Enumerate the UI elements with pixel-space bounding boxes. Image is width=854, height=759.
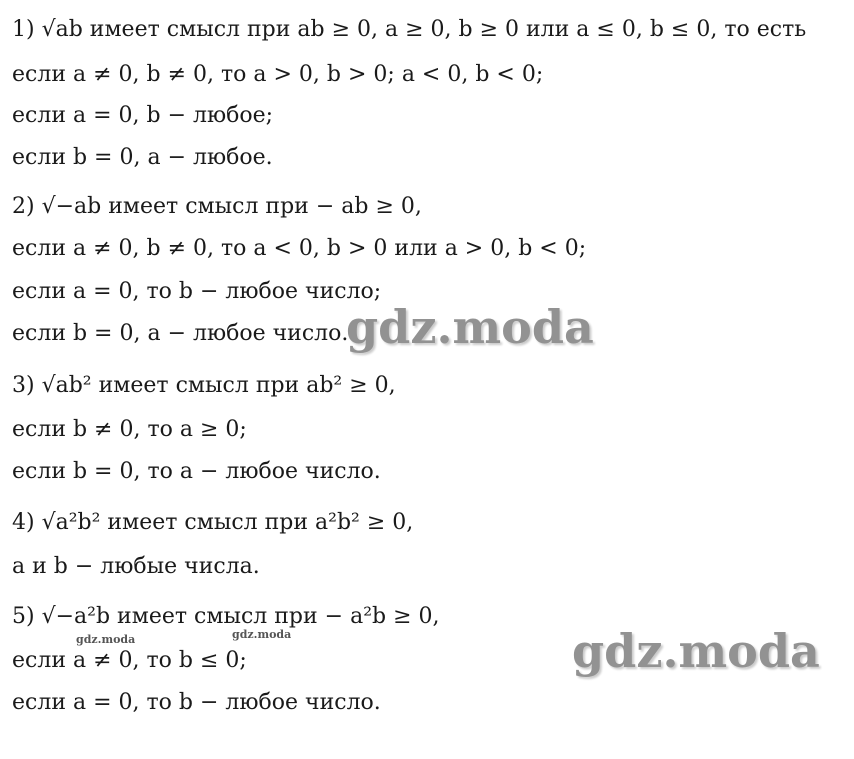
- watermark-large-bottom: gdz.moda: [572, 624, 820, 678]
- line-13: a и b − любые числа.: [12, 554, 260, 579]
- line-4: если b = 0, a − любое.: [12, 145, 273, 170]
- line-10: если b ≠ 0, то a ≥ 0;: [12, 417, 247, 442]
- line-1: 1) √ab имеет смысл при ab ≥ 0, a ≥ 0, b ≥ 0 или a ≤ 0, b ≤ 0, то есть: [12, 17, 807, 42]
- watermark-small-right: gdz.moda: [232, 628, 292, 641]
- line-7: если a = 0, то b − любое число;: [12, 279, 382, 304]
- line-16: если a = 0, то b − любое число.: [12, 690, 381, 715]
- watermark-large-top: gdz.moda: [346, 300, 594, 354]
- line-3: если a = 0, b − любое;: [12, 103, 274, 128]
- watermark-small-left: gdz.moda: [76, 633, 136, 646]
- line-15: если a ≠ 0, то b ≤ 0;: [12, 648, 247, 673]
- line-9: 3) √ab² имеет смысл при ab² ≥ 0,: [12, 373, 396, 398]
- line-14: 5) √−a²b имеет смысл при − a²b ≥ 0,: [12, 604, 440, 629]
- line-6: если a ≠ 0, b ≠ 0, то a < 0, b > 0 или a > 0, b < 0;: [12, 236, 587, 261]
- line-8: если b = 0, a − любое число.: [12, 321, 349, 346]
- line-5: 2) √−ab имеет смысл при − ab ≥ 0,: [12, 194, 422, 219]
- line-12: 4) √a²b² имеет смысл при a²b² ≥ 0,: [12, 510, 414, 535]
- line-11: если b = 0, то a − любое число.: [12, 459, 381, 484]
- line-2: если a ≠ 0, b ≠ 0, то a > 0, b > 0; a < 0, b < 0;: [12, 62, 544, 87]
